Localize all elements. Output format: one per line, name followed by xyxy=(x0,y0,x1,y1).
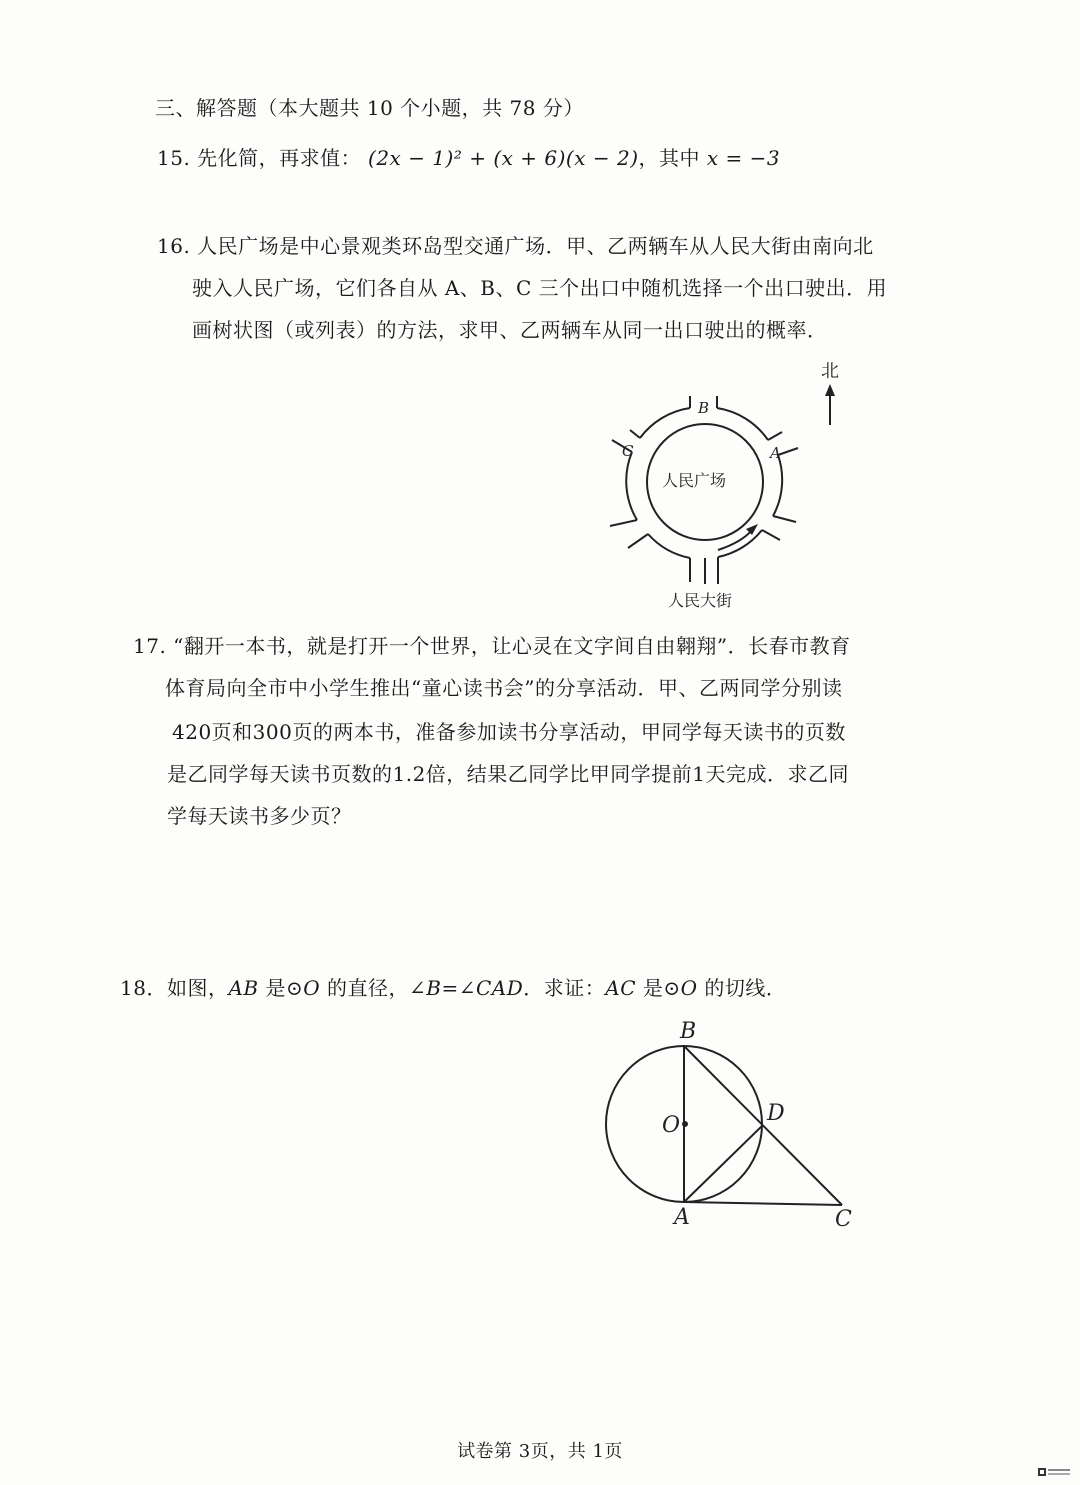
q18-text-2: 的直径， xyxy=(320,976,409,1000)
page-footer: 试卷第 3页，共 1页 xyxy=(457,1441,623,1462)
q18-text-4: 是⊙ xyxy=(636,976,681,1000)
q18-ab: AB xyxy=(228,976,259,1000)
q18-text-3: ．求证： xyxy=(523,976,606,1000)
exit-a-label: A xyxy=(770,444,781,462)
q18-number: 18．如图， xyxy=(120,976,229,1000)
q18-ac: AC xyxy=(605,976,636,1000)
q16-line-2: 驶入人民广场，它们各自从 A、B、C 三个出口中随机选择一个出口驶出．用 xyxy=(192,276,888,300)
center-label: 人民广场 xyxy=(662,471,727,490)
q18-angle: ∠B=∠CAD xyxy=(408,976,524,1000)
center-point-o xyxy=(682,1121,688,1127)
q16-line-3: 画树状图（或列表）的方法，求甲、乙两辆车从同一出口驶出的概率． xyxy=(192,318,828,342)
street-label: 人民大街 xyxy=(668,591,733,610)
q15-prefix: 先化简，再求值： xyxy=(197,146,362,170)
q17-line-5: 学每天读书多少页？ xyxy=(167,804,352,828)
q18-text-5: 的切线． xyxy=(697,976,787,1000)
label-a: A xyxy=(674,1205,690,1230)
q15-number: 15. xyxy=(157,146,191,170)
exit-b-label: B xyxy=(698,399,710,417)
q17-line-4: 是乙同学每天读书页数的1.2倍，结果乙同学比甲同学提前1天完成．求乙同 xyxy=(167,762,850,786)
section-title: 三、解答题（本大题共 10 个小题，共 78 分） xyxy=(155,96,584,120)
q18-o2: O xyxy=(680,976,698,1000)
q16-line-1: 16. 人民广场是中心景观类环岛型交通广场．甲、乙两辆车从人民大街由南向北 xyxy=(157,234,874,258)
q17-line-1: 17. “翻开一本书，就是打开一个世界，让心灵在文字间自由翱翔”．长春市教育 xyxy=(133,634,851,658)
label-b: B xyxy=(680,1019,697,1044)
q17-line-3: 420页和300页的两本书，准备参加读书分享活动，甲同学每天读书的页数 xyxy=(172,720,846,744)
north-label: 北 xyxy=(821,361,839,382)
label-c: C xyxy=(835,1207,852,1232)
exit-c-label: C xyxy=(622,442,634,460)
watermark-stamp xyxy=(1038,1468,1072,1477)
q17-line-2: 体育局向全市中小学生推出“童心读书会”的分享活动．甲、乙两同学分别读 xyxy=(165,676,843,700)
label-d: D xyxy=(767,1101,785,1126)
segment-ac xyxy=(684,1202,842,1205)
q15-expression: (2x − 1)² + (x + 6)(x − 2) xyxy=(368,146,639,170)
q18-text-1: 是⊙ xyxy=(258,976,304,1000)
q15-condition: x = −3 xyxy=(706,146,781,170)
q18-o1: O xyxy=(303,976,321,1000)
q15-suffix: ，其中 xyxy=(638,146,700,170)
label-o: O xyxy=(662,1113,681,1138)
